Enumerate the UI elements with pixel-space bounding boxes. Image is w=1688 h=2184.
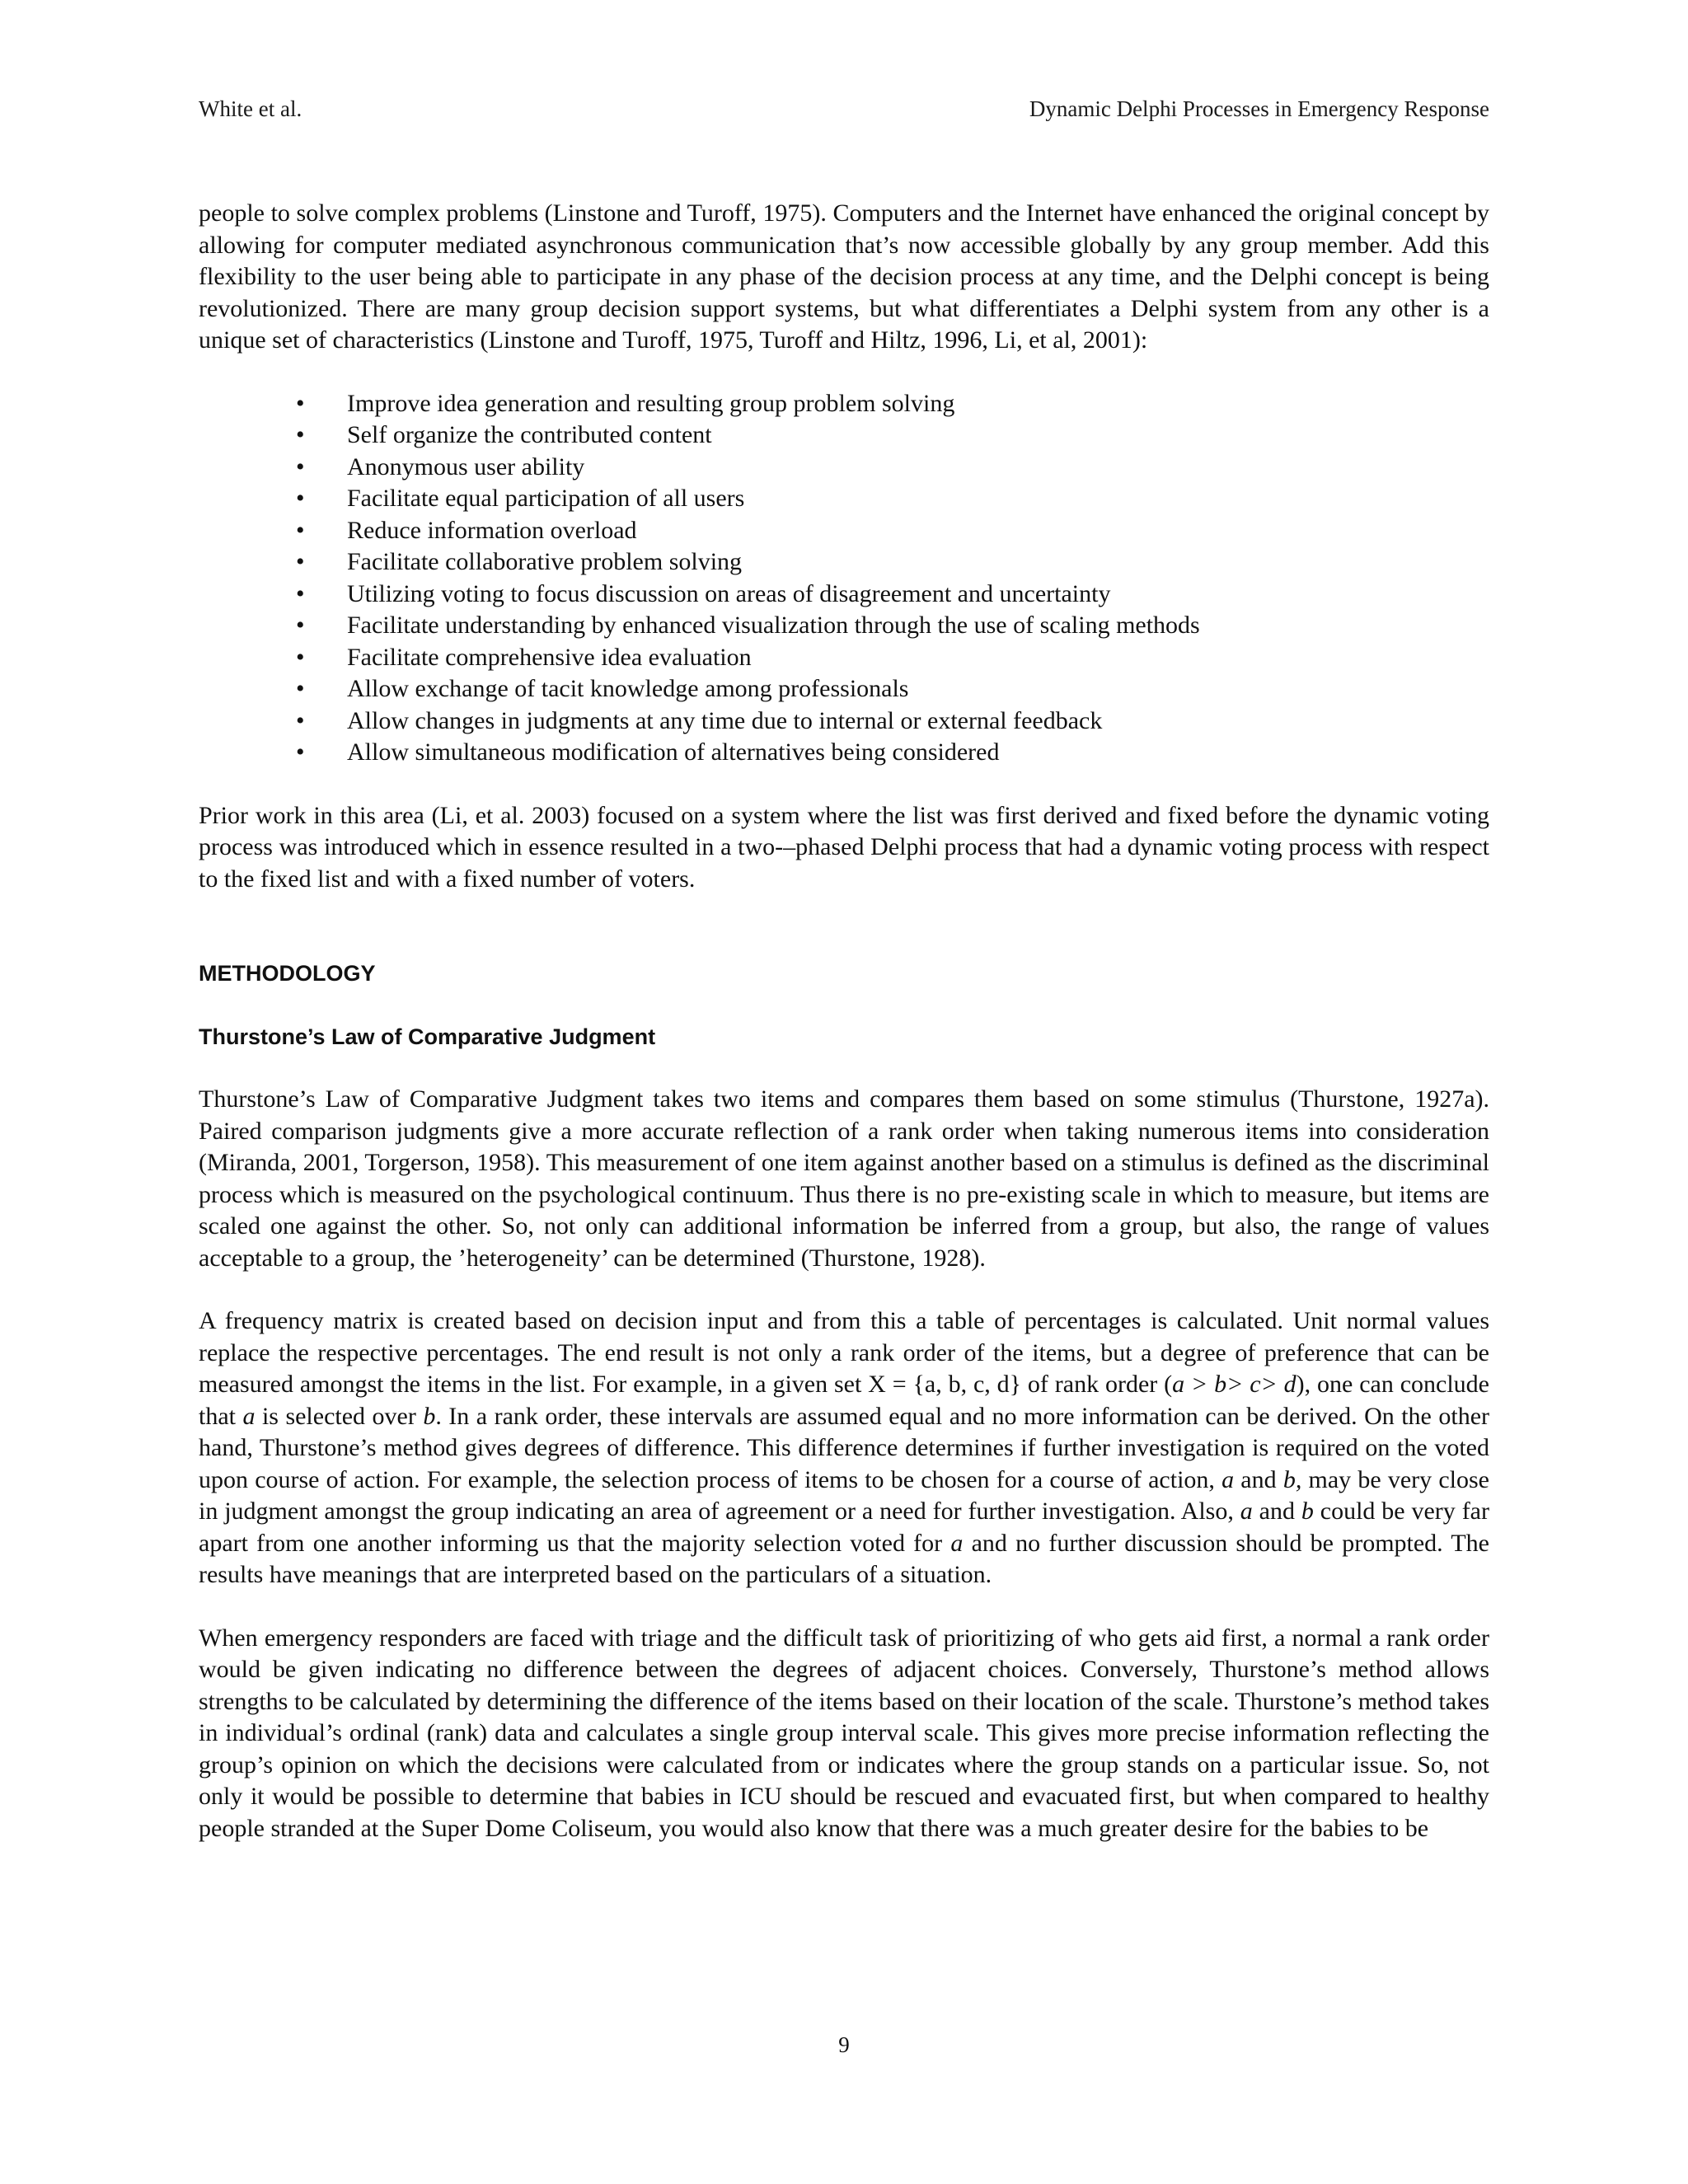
prior-work-paragraph: Prior work in this area (Li, et al. 2003) focused on a system where the list was first derived and fixed before the dynamic voting process was introduced which in essence resulted in a two-–phased Delphi process that had a dynamic voting process with respect to the fixed list and with a fixed number of voters. — [199, 801, 1489, 893]
rank-order-expression: a > b> c> d — [1172, 1371, 1296, 1398]
list-item: • Facilitate collaborative problem solving — [296, 546, 1489, 579]
variable-a: a — [1221, 1465, 1235, 1493]
variable-b: b — [423, 1402, 436, 1430]
intro-paragraph: people to solve complex problems (Linstone and Turoff, 1975). Computers and the Internet have enhanced the original concept by allowing for computer mediated asynchronous communication that’s now accessible globally by any group member. Add this flexibility to the user being able to participate in any phase of the decision process at any time, and the Delphi concept is being revolutionized. There are many group decision support systems, but what differentiates a Delphi system from any other is a unique set of characteristics (Linstone and Turoff, 1975, Turoff and Hiltz, 1996, Li, et al, 2001): — [199, 199, 1489, 354]
spacer — [199, 769, 1489, 800]
text-run: may be very close in judgment amongst the group indicating an area of agreement or a need for further investigation. Also, — [199, 1465, 1489, 1525]
text-run: ), one can conclude that — [199, 1371, 1489, 1430]
text-run: could be very far apart from one another informing us that the majority selection voted for — [199, 1497, 1489, 1557]
list-item: • Facilitate comprehensive idea evaluation — [296, 642, 1489, 674]
text-run: . In a rank order, these intervals are assumed equal and no more information can be derived. On the other hand, Thurstone’s method gives degrees of difference. This difference determines if further investigation is required on the voted upon course of action. For example, the selection process of items to be chosen for a course of action, — [199, 1402, 1489, 1493]
spacer — [199, 895, 1489, 958]
characteristics-list — [199, 388, 1489, 769]
spacer — [199, 357, 1489, 388]
variable-a: a — [242, 1402, 256, 1430]
variable-a: a — [1240, 1497, 1253, 1525]
text-run: is selected over — [255, 1402, 424, 1430]
spacer — [199, 1591, 1489, 1623]
text-run: and no further discussion should be prompted. The results have meanings that are interpreted based on the particulars of a situation. — [199, 1529, 1489, 1588]
list-item: • Allow exchange of tacit knowledge among professionals — [296, 673, 1489, 705]
list-item: • Facilitate equal participation of all users — [296, 483, 1489, 515]
variable-b: b — [1301, 1497, 1314, 1525]
section-heading: METHODOLOGY — [199, 961, 376, 986]
list-item: • Improve idea generation and resulting group problem solving — [296, 388, 1489, 420]
main-body — [199, 198, 1489, 1844]
text-run: and — [1234, 1465, 1283, 1493]
page-number: 9 — [838, 2032, 850, 2057]
frequency-matrix-paragraph — [199, 1305, 1489, 1591]
list-item: • Reduce information overload — [296, 515, 1489, 547]
list-item: • Utilizing voting to focus discussion on areas of disagreement and uncertainty — [296, 579, 1489, 611]
spacer — [199, 1274, 1489, 1305]
text-run: and — [1252, 1497, 1301, 1525]
variable-b: b, — [1282, 1465, 1302, 1493]
list-item: • Allow simultaneous modification of alternatives being considered — [296, 737, 1489, 769]
running-header — [199, 96, 1489, 129]
list-item: • Anonymous user ability — [296, 452, 1489, 484]
spacer — [199, 990, 1489, 1021]
variable-a: a — [950, 1529, 964, 1557]
list-item: • Self organize the contributed content — [296, 419, 1489, 452]
list-item: • Allow changes in judgments at any time due to internal or external feedback — [296, 705, 1489, 738]
subsection-heading: Thurstone’s Law of Comparative Judgment — [199, 1024, 656, 1049]
spacer — [199, 1052, 1489, 1084]
emergency-triage-paragraph: When emergency responders are faced with triage and the difficult task of prioritizing of who gets aid first, a normal a rank order would be given indicating no difference between the degrees of adjacent choices. Conversely, Thurstone’s method allows strengths to be calculated by determining the difference of the items based on their location of the scale. Thurstone’s method takes in individual’s ordinal (rank) data and calculates a single group interval scale. This gives more precise information reflecting the group’s opinion on which the decisions were calculated from or indicates where the group stands on a particular issue. So, not only it would be possible to determine that babies in ICU should be rescued and evacuated first, but when compared to healthy people stranded at the Super Dome Coliseum, you would also know that there was a much greater desire for the babies to be — [199, 1624, 1489, 1842]
thurstone-paragraph: Thurstone’s Law of Comparative Judgment takes two items and compares them based on some stimulus (Thurstone, 1927a). Paired comparison judgments give a more accurate reflection of a rank order when taking numerous items into consideration (Miranda, 2001, Torgerson, 1958). This measurement of one item against another based on a stimulus is defined as the discriminal process which is measured on the psychological continuum. Thus there is no pre-existing scale in which to measure, but items are scaled one against the other. So, not only can additional information be inferred from a group, but also, the range of values acceptable to a group, the ’heterogeneity’ can be determined (Thurstone, 1928). — [199, 1085, 1489, 1272]
header-title: Dynamic Delphi Processes in Emergency Response — [1029, 96, 1489, 121]
text-run: A frequency matrix is created based on decision input and from this a table of percentages is calculated. Unit normal values replace the respective percentages. The end result is not only a rank order of the items, but a degree of preference that can be measured amongst the items in the list. For example, in a given set X = {a, b, c, d} of rank order ( — [199, 1307, 1489, 1398]
list-item: • Facilitate understanding by enhanced visualization through the use of scaling methods — [296, 610, 1489, 642]
header-authors: White et al. — [199, 96, 302, 121]
